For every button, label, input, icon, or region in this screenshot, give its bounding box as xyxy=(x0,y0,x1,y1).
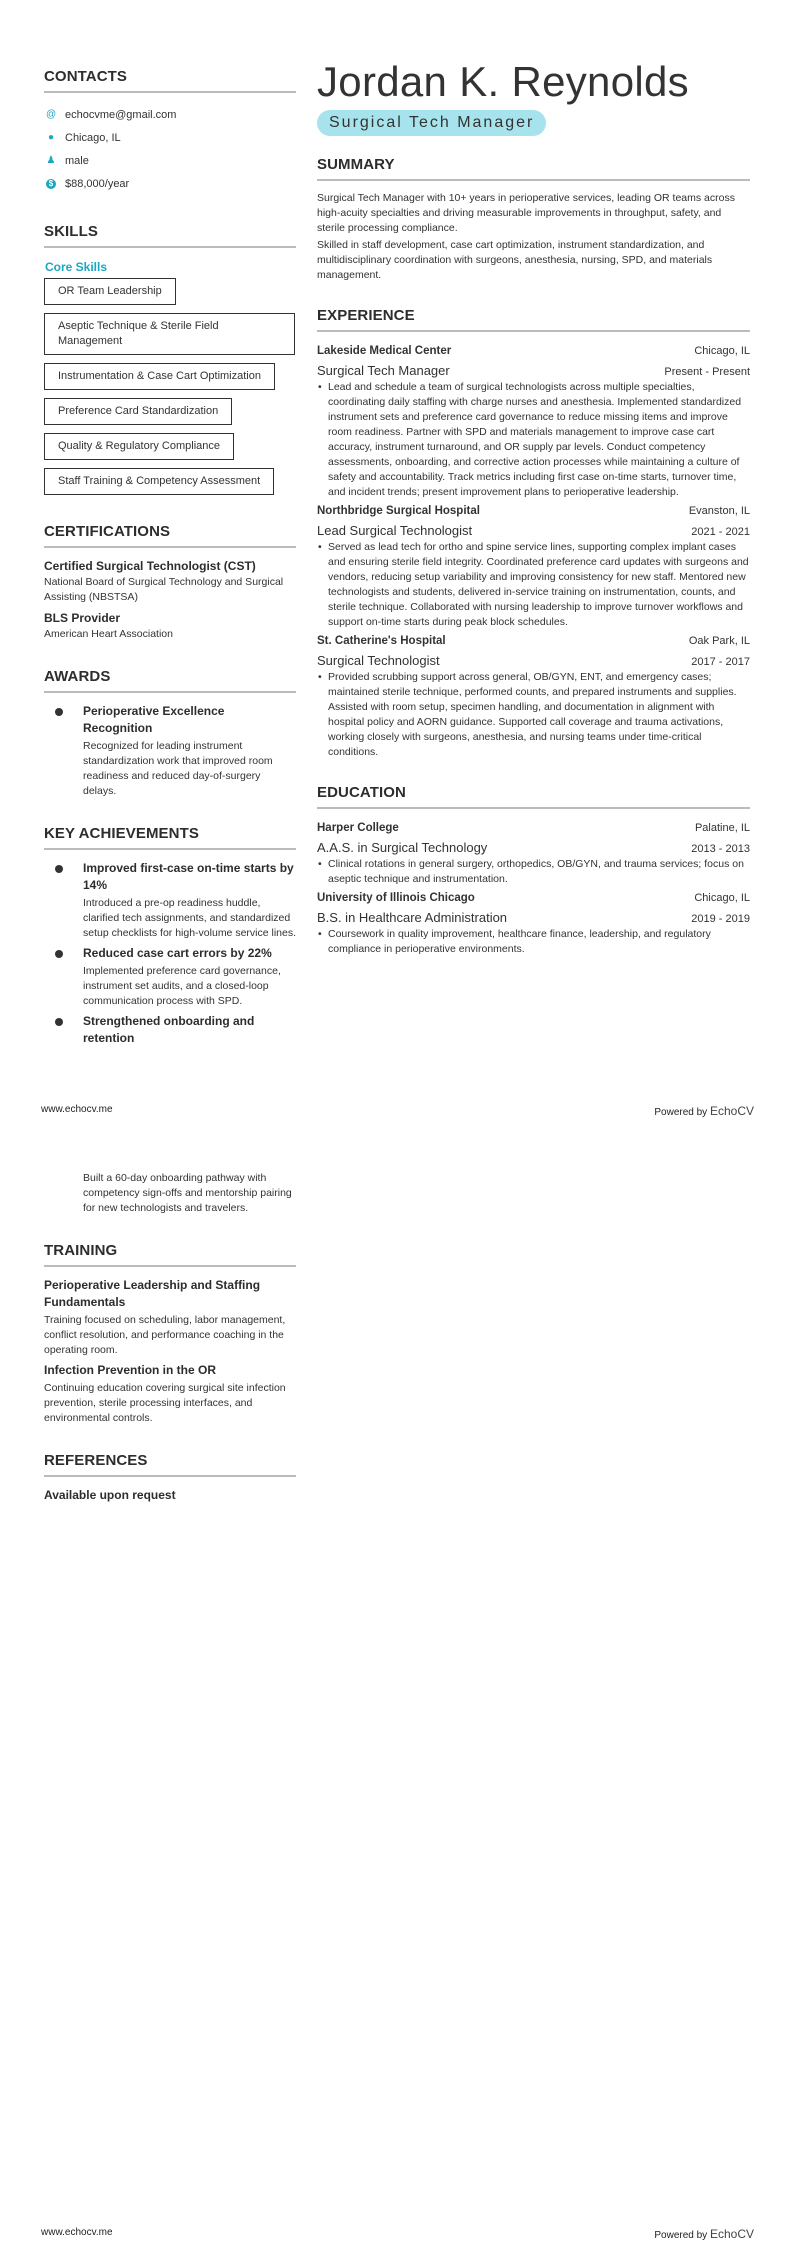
employer: Lakeside Medical Center xyxy=(317,345,452,357)
achievement-desc: Built a 60-day onboarding pathway with competency sign-offs and mentorship pairing for new technologists and travelers. xyxy=(83,1172,292,1214)
bullet-icon: • xyxy=(318,858,322,870)
experience-heading: EXPERIENCE xyxy=(317,307,750,332)
cert-issuer: National Board of Surgical Technology and Surgical Assisting (NBSTSA) xyxy=(44,576,284,603)
degree: A.A.S. in Surgical Technology xyxy=(317,840,488,855)
location: Evanston, IL xyxy=(688,505,750,517)
achievement-title: Reduced case cart errors by 22% xyxy=(83,946,272,960)
description: Served as lead tech for ortho and spine service lines, supporting complex implant cases and ensuring sterile field integrity. Coordinated preference card updates with surgeons and vendors, reducing setup variability and improving consistency for new staff. Mentored new technologists and students, delivered in-service training on instrumentation, counts, and sterile technique. Collaborated with nursing leadership to improve turnover workflows and support on-time starts during peak block schedules. xyxy=(328,541,749,628)
training-title: Perioperative Leadership and Staffing Fundamentals xyxy=(44,1278,261,1309)
at-icon: @ xyxy=(46,108,57,120)
left-column xyxy=(44,68,296,1051)
skill-tag: Staff Training & Competency Assessment xyxy=(44,468,274,495)
location: Palatine, IL xyxy=(694,822,750,834)
summary-paragraph: Skilled in staff development, case cart optimization, instrument standardization, and multidisciplinary coordination with surgeons, anesthesia, nursing, SPD, and materials management. xyxy=(317,239,713,281)
awards-heading: AWARDS xyxy=(44,668,296,693)
achievement-item xyxy=(44,945,296,1009)
bullet-icon xyxy=(55,865,63,873)
brand-logo: EchoCV xyxy=(709,2227,754,2241)
role: Surgical Technologist xyxy=(317,653,440,668)
footer-site-link[interactable]: www.echocv.me xyxy=(41,1104,113,1115)
location: Chicago, IL xyxy=(694,345,750,357)
candidate-name: Jordan K. Reynolds xyxy=(317,58,689,105)
contact-text: male xyxy=(65,154,89,167)
bullet-icon xyxy=(55,1018,63,1026)
achievement-desc: Introduced a pre-op readiness huddle, clarified tech assignments, and standardized setup checklists for high-volume service lines. xyxy=(83,897,297,939)
contact-text: $88,000/year xyxy=(65,177,130,190)
bullet-icon xyxy=(55,950,63,958)
location: Oak Park, IL xyxy=(688,635,750,647)
footer-powered-by[interactable] xyxy=(654,2227,754,2241)
description: Clinical rotations in general surgery, orthopedics, OB/GYN, and trauma services; focus on aseptic technique and instrumentation. xyxy=(328,858,744,885)
degree: B.S. in Healthcare Administration xyxy=(317,910,508,925)
location: Chicago, IL xyxy=(694,892,750,904)
dollar-icon: $ xyxy=(46,179,56,189)
cert-name: Certified Surgical Technologist (CST) xyxy=(44,559,256,573)
summary-paragraph: Surgical Tech Manager with 10+ years in perioperative services, leading OR teams across high-acuity specialties and driving measurable improvements in throughput, safety, and sterile processing compliance. xyxy=(317,192,735,234)
school: Harper College xyxy=(317,822,399,834)
contact-text: Chicago, IL xyxy=(65,131,121,144)
award-title: Perioperative Excellence Recognition xyxy=(83,704,225,735)
achievement-item xyxy=(44,860,296,941)
powered-label: Powered by xyxy=(654,1107,708,1118)
experience-item xyxy=(317,632,750,760)
cert-issuer: American Heart Association xyxy=(44,628,173,640)
education-item xyxy=(317,819,750,887)
description: Provided scrubbing support across general, OB/GYN, ENT, and emergency cases; maintained sterile technique, performed counts, and prepared instruments and supplies. Assisted with room setup, specimen handling, and documentation in alignment with hospital policy and AORN guidance. Supported call coverage and trauma activations, working closely with surgeons, anesthesia, and nursing teams under time-critical conditions. xyxy=(328,671,737,758)
skills-heading: SKILLS xyxy=(44,223,296,248)
award-desc: Recognized for leading instrument standardization work that improved room readiness and reduced day-of-surgery delays. xyxy=(83,740,273,797)
skill-tag: Instrumentation & Case Cart Optimization xyxy=(44,363,275,390)
location-pin-icon: ● xyxy=(47,131,55,143)
employer: Northbridge Surgical Hospital xyxy=(317,505,480,517)
description: Coursework in quality improvement, healthcare finance, leadership, and regulatory compliance in perioperative environments. xyxy=(328,928,711,955)
bullet-icon: • xyxy=(318,541,322,553)
skills-group-label: Core Skills xyxy=(45,260,108,274)
education-item xyxy=(317,889,750,957)
footer-powered-by[interactable] xyxy=(654,1104,754,1118)
footer-site-link[interactable]: www.echocv.me xyxy=(41,2227,113,2238)
page-2 xyxy=(0,1123,794,2246)
contact-email[interactable] xyxy=(44,103,296,126)
school: University of Illinois Chicago xyxy=(317,892,475,904)
employer: St. Catherine's Hospital xyxy=(317,635,446,647)
left-column-continued xyxy=(44,1171,296,1504)
training-title: Infection Prevention in the OR xyxy=(44,1363,217,1377)
references-text: Available upon request xyxy=(44,1488,176,1502)
bullet-icon: • xyxy=(318,381,322,393)
contact-salary xyxy=(44,172,296,195)
bullet-icon: • xyxy=(318,671,322,683)
bullet-icon: • xyxy=(318,928,322,940)
powered-label: Powered by xyxy=(654,2230,708,2241)
description: Lead and schedule a team of surgical technologists across multiple specialties, coordinating daily staffing with charge nurses and anesthesia. Implemented standardized instrument sets and preference card governance to reduce missing items and improve room readiness. Partner with SPD and materials management to improve case cart accuracy, instrument turnaround, and OR supply par levels. Conduct competency assessments, onboarding, and corrective action processes while maintaining a culture of safety and accountability. Track metrics including first case on-time starts, turnover time, and incident trends; present improvement plans to perioperative leadership. xyxy=(328,381,742,498)
experience-item xyxy=(317,342,750,500)
contact-gender xyxy=(44,149,296,172)
skill-tag: OR Team Leadership xyxy=(44,278,176,305)
role: Surgical Tech Manager xyxy=(317,363,450,378)
experience-item xyxy=(317,502,750,630)
achievement-desc: Implemented preference card governance, instrument set audits, and a closed-loop communication process with SPD. xyxy=(83,965,281,1007)
contact-text: echocvme@gmail.com xyxy=(65,108,177,121)
dates: 2019 - 2019 xyxy=(691,913,750,925)
dates: 2013 - 2013 xyxy=(691,843,750,855)
certifications-heading: CERTIFICATIONS xyxy=(44,523,296,548)
training-desc: Continuing education covering surgical site infection prevention, sterile processing interfaces, and environmental controls. xyxy=(44,1382,286,1424)
person-icon: ♟ xyxy=(46,154,56,166)
references-heading: REFERENCES xyxy=(44,1452,296,1477)
education-heading: EDUCATION xyxy=(317,784,750,809)
training-heading: TRAINING xyxy=(44,1242,296,1267)
role: Lead Surgical Technologist xyxy=(317,523,473,538)
achievements-heading: KEY ACHIEVEMENTS xyxy=(44,825,296,850)
dates: 2017 - 2017 xyxy=(691,656,750,668)
contacts-heading: CONTACTS xyxy=(44,68,296,93)
contacts-list xyxy=(44,103,296,195)
bullet-icon xyxy=(55,708,63,716)
skill-tag: Quality & Regulatory Compliance xyxy=(44,433,234,460)
achievement-item xyxy=(44,1013,296,1047)
contact-location xyxy=(44,126,296,149)
brand-logo: EchoCV xyxy=(709,1104,754,1118)
dates: Present - Present xyxy=(664,366,750,378)
right-column xyxy=(317,0,750,959)
skills-list xyxy=(44,278,296,503)
achievement-title: Strengthened onboarding and retention xyxy=(83,1014,255,1045)
dates: 2021 - 2021 xyxy=(691,526,750,538)
award-item xyxy=(44,703,296,799)
achievement-title: Improved first-case on-time starts by 14% xyxy=(83,861,294,892)
cert-name: BLS Provider xyxy=(44,611,121,625)
skill-tag: Aseptic Technique & Sterile Field Management xyxy=(44,313,295,355)
summary-heading: SUMMARY xyxy=(317,156,750,181)
job-title-badge: Surgical Tech Manager xyxy=(317,110,546,136)
training-desc: Training focused on scheduling, labor management, conflict resolution, and performance coaching in the operating room. xyxy=(44,1314,286,1356)
skill-tag: Preference Card Standardization xyxy=(44,398,232,425)
